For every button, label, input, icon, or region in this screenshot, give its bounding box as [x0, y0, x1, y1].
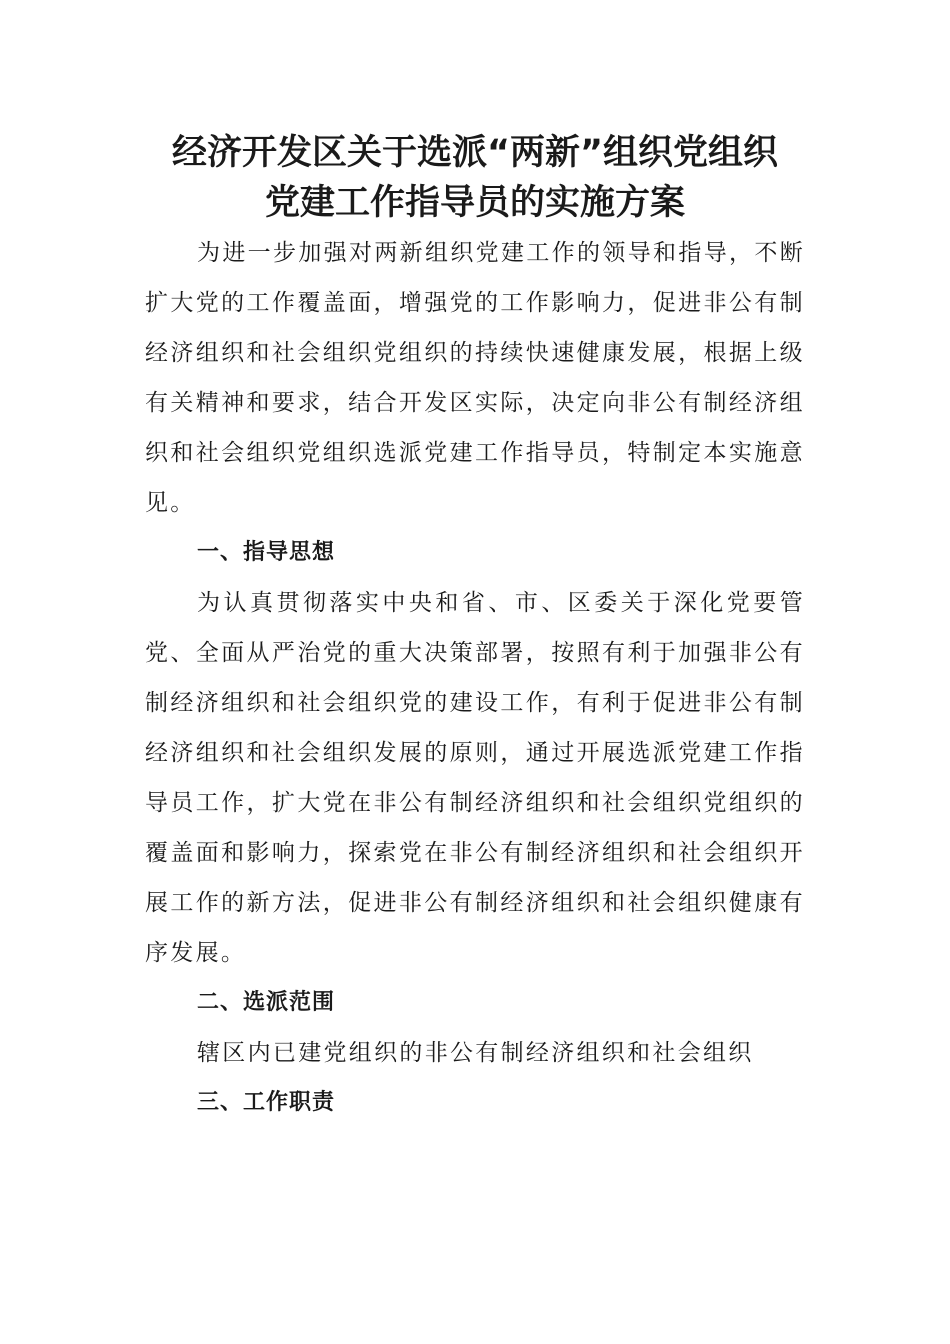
section-heading-scope: 二、选派范围	[197, 990, 336, 1015]
section-heading-responsibilities: 三、工作职责	[197, 1090, 336, 1115]
intro-paragraph: 为进一步加强对两新组织党建工作的领导和指导，不断扩大党的工作覆盖面，增强党的工作影响力，促进非公有制经济组织和社会组织党组织的持续快速健康发展，根据上级有关精神和要求，结合开发区实际，决定向非公有制经济组织和社会组织党组织选派党建工作指导员，特制定本实施意见。	[145, 240, 805, 516]
section-paragraph-guiding-ideology: 为认真贯彻落实中央和省、市、区委关于深化党要管党、全面从严治党的重大决策部署，按照有利于加强非公有制经济组织和社会组织党的建设工作，有利于促进非公有制经济组织和社会组织发展的原则，通过开展选派党建工作指导员工作，扩大党在非公有制经济组织和社会组织党组织的覆盖面和影响力，探索党在非公有制经济组织和社会组织开展工作的新方法，促进非公有制经济组织和社会组织健康有序发展。	[145, 590, 805, 966]
document-title-line-1: 经济开发区关于选派“两新”组织党组织	[171, 133, 778, 173]
document-title-line-2: 党建工作指导员的实施方案	[264, 183, 685, 223]
document-body	[145, 228, 805, 1128]
section-paragraph-scope: 辖区内已建党组织的非公有制经济组织和社会组织	[197, 1040, 754, 1066]
section-heading-guiding-ideology: 一、指导思想	[197, 540, 336, 565]
